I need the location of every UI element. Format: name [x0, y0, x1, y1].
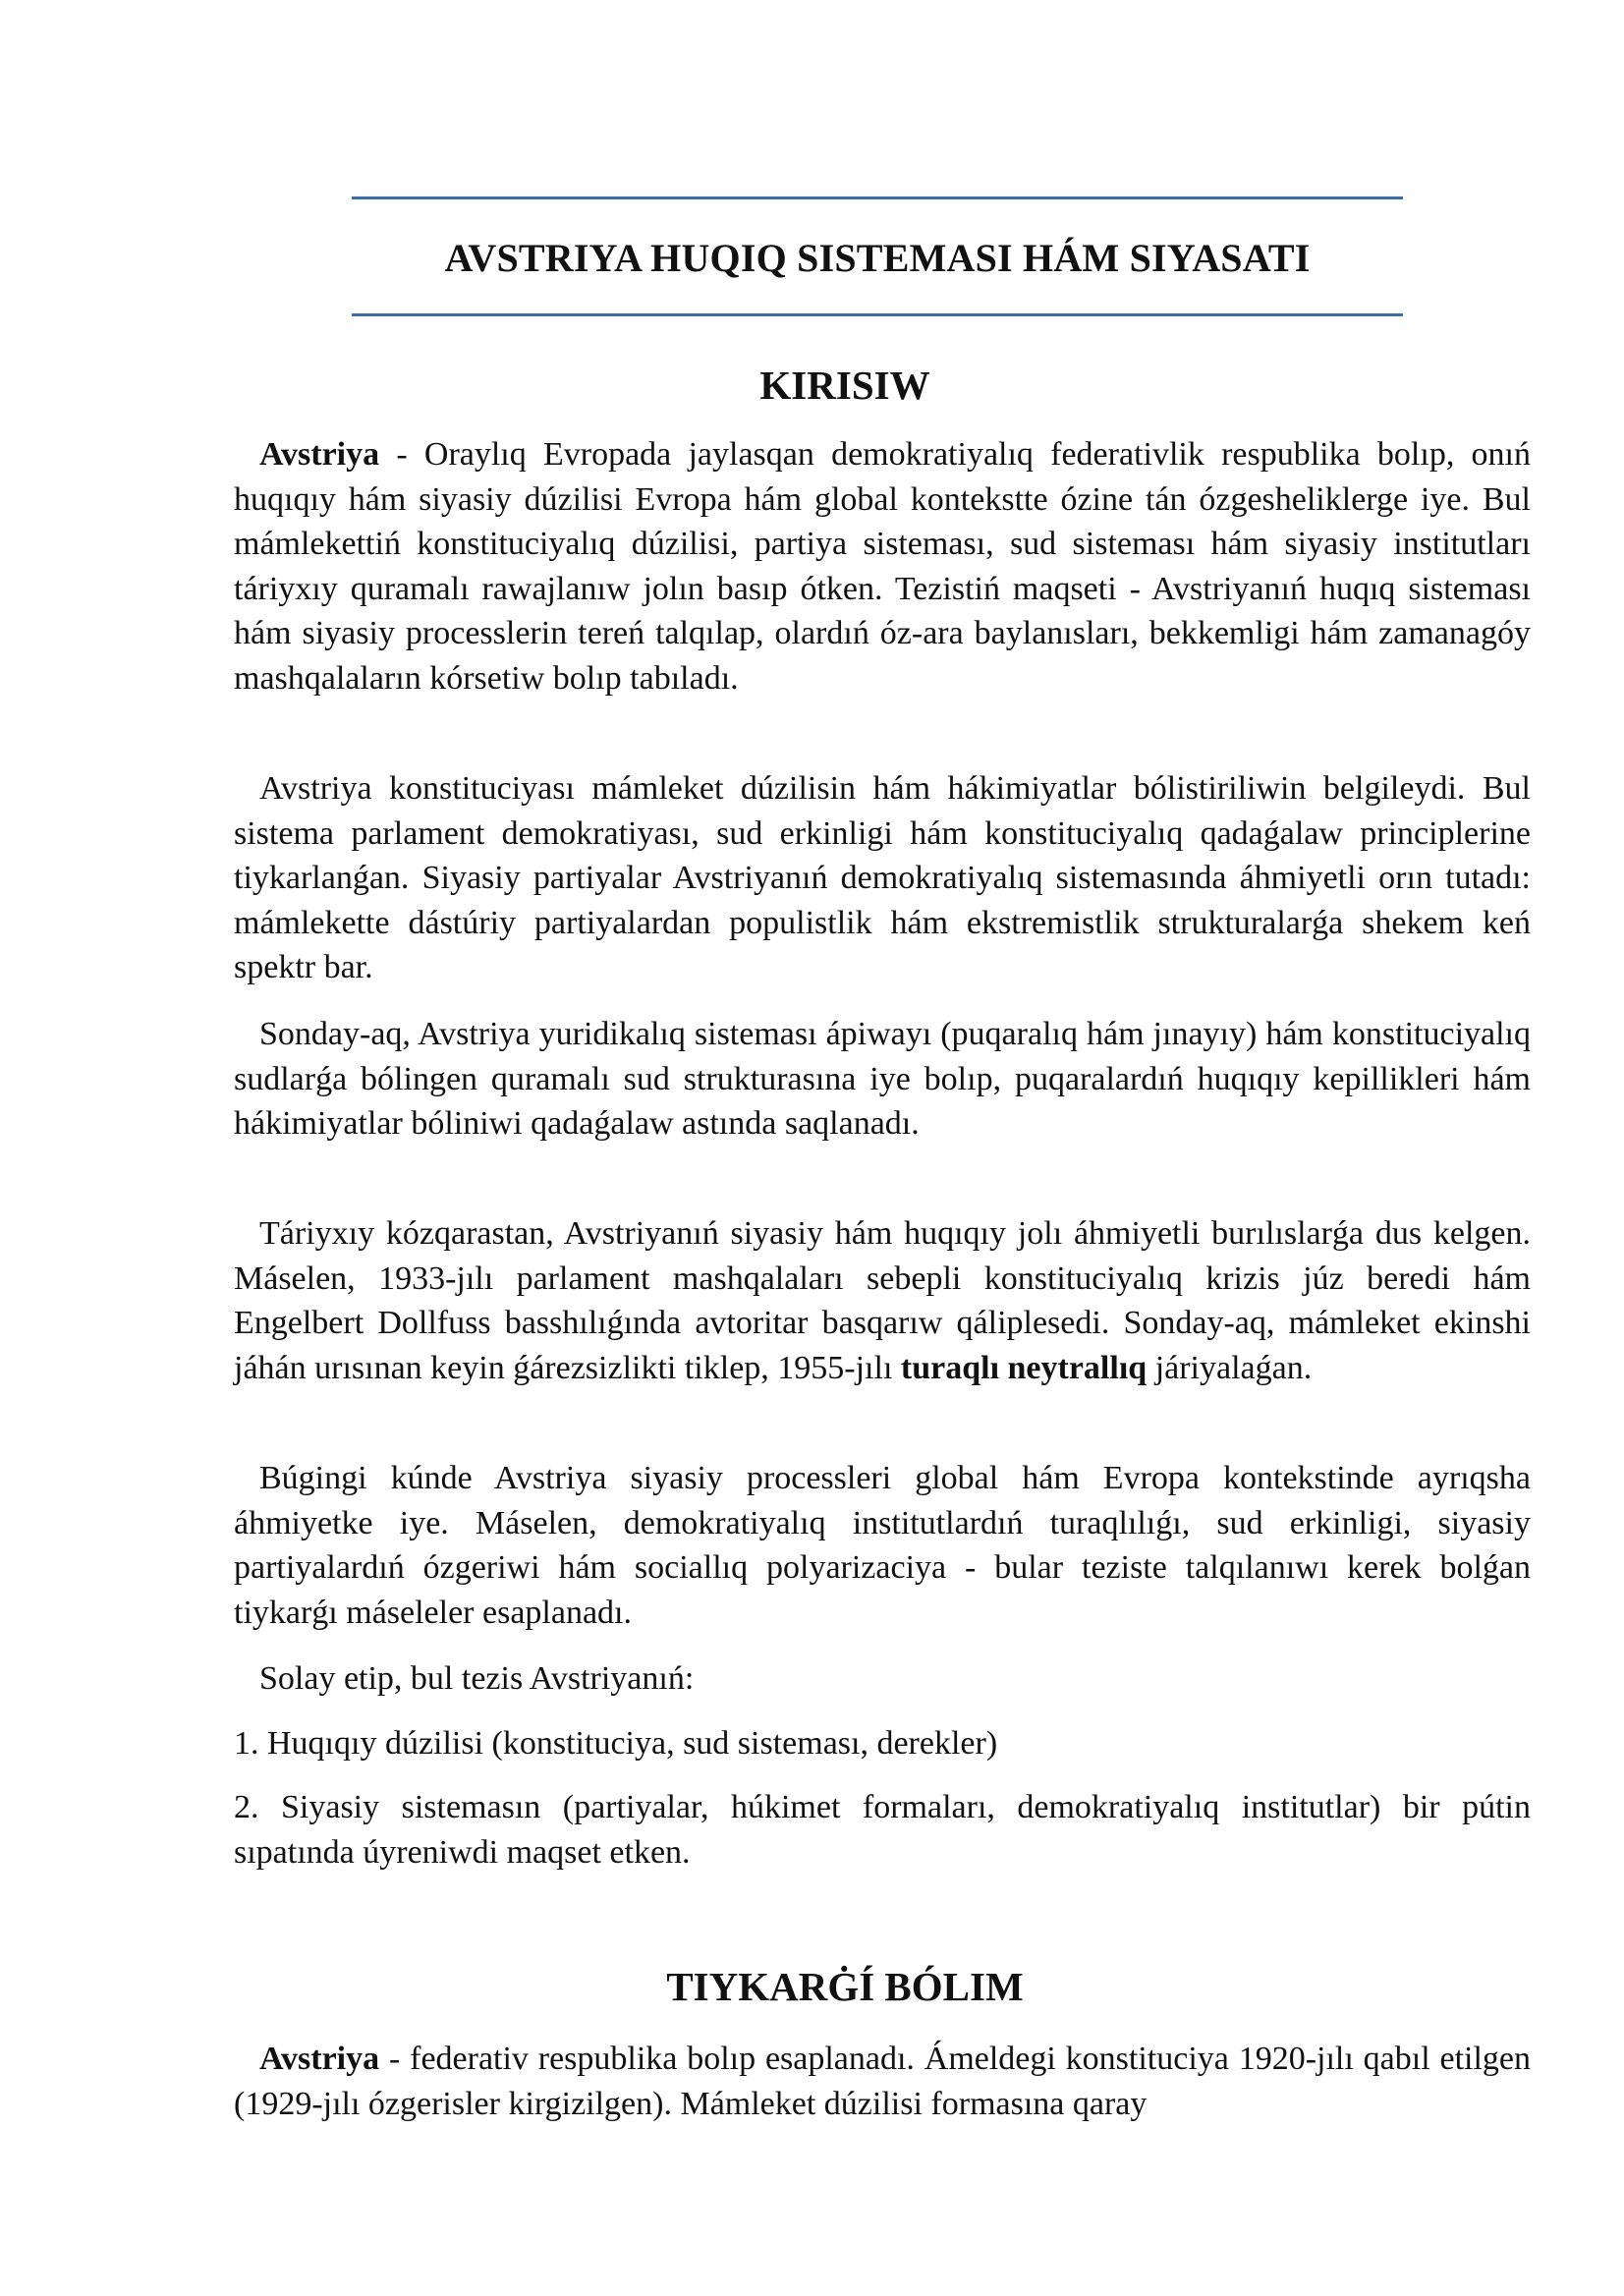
paragraph-intro-5: Búgingi kúnde Avstriya siyasiy processleri global hám Evropa kontekstinde ayrıqsha áhmiyetke iye. Máselen, demokratiyalıq institutlardıń turaqlılıǵı, sud erkinligi, siyasiy partiyalardıń ózgeriwi hám sociallıq polyarizaciya - bular teziste talqılanıwı kerek bolǵan tiykarǵı máseleler esaplanadı.: [234, 1460, 1531, 1631]
paragraph-main-1: [234, 2037, 1531, 2126]
title-block: [352, 196, 1403, 316]
title-top-rule: [352, 196, 1403, 199]
intro-heading: KIRISIW: [759, 363, 930, 408]
paragraph-intro-2: Avstriya konstituciyası mámleket dúzilisin hám hákimiyatlar bólistiriliwin belgileydi. Bul sistema parlament demokratiyası, sud erkinligi hám konstituciyalıq qadaǵalaw principlerine tiykarlanǵan. Siyasiy partiyalar Avstriyanıń demokratiyalıq sistemasında áhmiyetli orın tutadı: mámlekette dástúriy partiyalardan populistlik hám ekstremistlik strukturalarǵa shekem keń spektr bar.: [234, 770, 1531, 985]
bold-term: Avstriya: [259, 2041, 380, 2077]
list-item-1: 1. Huqıqıy dúzilisi (konstituciya, sud sisteması, derekler): [234, 1725, 998, 1762]
list-item-2: 2. Siyasiy sistemasın (partiyalar, húkimet formaları, demokratiyalıq institutlar) bir pútin sıpatında úyreniwdi maqset etken.: [234, 1789, 1531, 1871]
paragraph-intro-1: [234, 432, 1531, 700]
bold-term: turaqlı neytrallıq: [900, 1349, 1148, 1386]
paragraph-intro-3: Sonday-aq, Avstriya yuridikalıq sisteması ápiwayı (puqaralıq hám jınayıy) hám konstituciyalıq sudlarǵa bólingen quramalı sud strukturasına iye bolıp, puqaralardıń huqıqıy kepillikleri hám hákimiyatlar bóliniwi qadaǵalaw astında saqlanadı.: [234, 1016, 1531, 1142]
title-bottom-rule: [352, 313, 1403, 316]
document-title: AVSTRIYA HUQIQ SISTEMASI HÁM SIYASATI: [444, 236, 1311, 280]
paragraph-text: - federativ respublika bolıp esaplanadı. Ámeldegi konstituciya 1920-jılı qabıl etilgen (1929-jılı ózgerisler kirgizilgen). Mámleket dúzilisi formasına qaray: [234, 2041, 1531, 2122]
main-heading: TIYKARĠÍ BÓLIM: [666, 1964, 1024, 2009]
paragraph-text: - Oraylıq Evropada jaylasqan demokratiyalıq federativlik respublika bolıp, onıń huqıqıy hám siyasiy dúzilisi Evropa hám global kontekstte ózine tán ózgesheliklerge iye. Bul mámlekettiń konstituciyalıq dúzilisi, partiya sisteması, sud sisteması hám siyasiy institutları táriyxıy quramalı rawajlanıw jolın basıp ótken. Tezistiń maqseti - Avstriyanıń huqıq sisteması hám siyasiy processlerin tereń talqılap, olardıń óz-ara baylanısları, bekkemligi hám zamanagóy mashqalaların kórsetiw bolıp tabıladı.: [234, 436, 1531, 697]
paragraph-intro-6: Solay etip, bul tezis Avstriyanıń:: [259, 1660, 695, 1697]
bold-term: Avstriya: [259, 436, 380, 473]
paragraph-text: Táriyxıy kózqarastan, Avstriyanıń siyasiy hám huqıqıy jolı áhmiyetli burılıslarǵa dus kelgen. Máselen, 1933-jılı parlament mashqalaları sebepli konstituciyalıq krizis júz beredi hám Engelbert Dollfuss basshılıǵında avtoritar basqarıw qáliplesedi. Sonday-aq, mámleket ekinshi jáhán urısınan keyin ǵárezsizlikti tiklep, 1955-jılı: [234, 1215, 1531, 1386]
paragraph-text-tail: járiyalaǵan.: [1147, 1349, 1313, 1386]
paragraph-intro-4: [234, 1211, 1531, 1390]
